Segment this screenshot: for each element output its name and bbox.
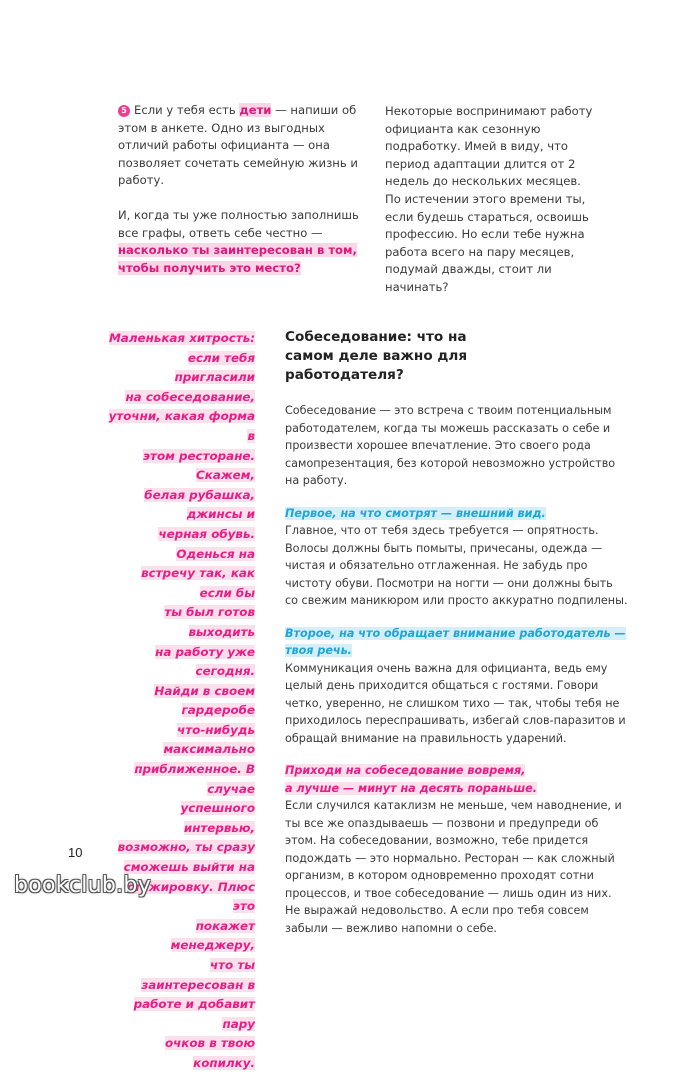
article-heading: Собеседование: что на самом деле важно для работодателя?: [285, 329, 468, 383]
tip-line: если тебя пригласили: [174, 350, 255, 385]
tip-line: покажет менеджеру,: [170, 918, 255, 953]
tip-line: Найди в своем гардеробе: [154, 683, 255, 718]
tip-line: что-нибудь максимально: [163, 722, 255, 757]
speech-subheading: Второе, на что обращает внимание работодатель — твоя речь.: [285, 626, 626, 657]
punctuality-text: Если случился катаклизм не меньше, чем наводнение, и ты все же опаздываешь — позвони и предупреди об этом. На собеседовании, возможно, тебе придется подождать — это нормально. Ресторан — как сложный организм, в котором одновременно проходят сотни процессов, и твое собеседование — лишь один из них. Не выражай недовольство. А если про тебя совсем забыли — вежливо напомни о себе.: [285, 799, 622, 935]
tip-line: Маленькая хитрость:: [108, 331, 255, 345]
watermark-logo: bookclub.by: [14, 873, 152, 898]
tip-line: ты был готов выходить: [164, 605, 255, 639]
tip-line: возможно, ты сразу: [117, 840, 255, 855]
tip-line: черная обувь. Оденься на: [158, 526, 255, 561]
top-right-column: [385, 103, 600, 297]
tip-line: белая рубашка, джинсы и: [144, 487, 255, 522]
main-article: [285, 328, 629, 937]
appearance-text: Главное, что от тебя здесь требуется — опрятность. Волосы должны быть помыты, причесаны, одежда — чистая и обязательно отглаженная. Не забудь про чистоту обуви. Посмотри на ногти — они должны быть со свежим маникюром или просто аккуратно подпилены.: [285, 524, 628, 607]
tip-line: этом ресторане. Скажем,: [143, 448, 255, 483]
speech-text: Коммуникация очень важна для официанта, ведь ему целый день приходится общаться с гостями. Говори четко, уверенно, не слишком тихо — так, чтобы тебя не приходилось переспрашивать, избегай слов-паразитов и обращай внимание на правильность ударений.: [285, 661, 626, 745]
tip-line: сможешь выйти на: [123, 860, 255, 875]
tip-line: что ты заинтересован в: [141, 958, 255, 992]
honesty-paragraph: [118, 207, 366, 277]
tip-line: встречу так, как если бы: [141, 566, 255, 600]
number-badge: 5: [118, 105, 130, 117]
page-number: 10: [68, 845, 83, 860]
honesty-text: И, когда ты уже полностью заполнишь все графы, ответь себе честно —: [118, 207, 359, 240]
punctuality-subheading: Приходи на собеседование вовремя, а лучше — минут на десять пораньше.: [285, 764, 538, 795]
honesty-highlight: насколько ты заинтересован в том, чтобы получить это место?: [118, 243, 357, 275]
top-left-column: [118, 102, 366, 277]
section-speech: [285, 625, 629, 748]
tip-line: уточни, какая форма в: [108, 409, 255, 443]
tip-line: очков в твою копилку.: [164, 1036, 255, 1070]
children-paragraph: [118, 102, 366, 190]
sidebar-tip: [108, 329, 255, 1074]
seasonal-paragraph: Некоторые воспринимают работу официанта как сезонную подработку. Имей в виду, что период адаптации длится от 2 недель до нескольких месяцев. По истечении этого времени ты, если будешь стараться, освоишь профессию. Но если тебе нужна работа всего на пару месяцев, подумай дважды, стоит ли начинать?: [385, 104, 593, 294]
children-text-a: Если у тебя есть: [134, 103, 240, 117]
children-highlight: дети: [239, 103, 272, 117]
tip-line: стажировку. Плюс это: [126, 879, 255, 914]
children-text-b: — напиши об этом в анкете. Одно из выгодных отличий работы официанта — она позволяет сочетать семейную жизнь и работу.: [118, 103, 358, 188]
tip-line: успешного интервью,: [180, 801, 255, 835]
tip-line: на собеседование,: [125, 389, 255, 404]
tip-line: приближенное. В случае: [134, 762, 255, 796]
appearance-subheading: Первое, на что смотрят — внешний вид.: [285, 506, 546, 520]
tip-line: на работу уже сегодня.: [155, 644, 255, 679]
tip-line: работе и добавит пару: [133, 997, 255, 1031]
section-punctuality: [285, 762, 629, 937]
section-appearance: [285, 505, 629, 610]
intro-paragraph: Собеседование — это встреча с твоим потенциальным работодателем, когда ты можешь рассказать о себе и произвести хорошее впечатление. Это своего рода самопрезентация, без которой невозможно устройство на работу.: [285, 404, 616, 487]
